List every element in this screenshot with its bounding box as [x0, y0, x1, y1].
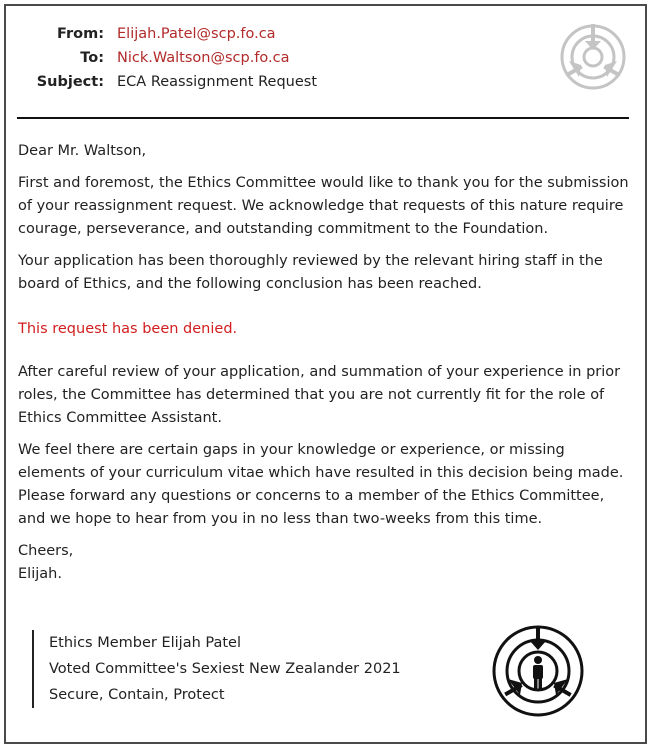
header-divider: [17, 117, 629, 119]
from-address[interactable]: Elijah.Patel@scp.fo.ca: [117, 26, 276, 42]
scp-logo-icon: [557, 21, 629, 93]
sender-name: Elijah.: [18, 566, 62, 582]
greeting: Dear Mr. Waltson,: [18, 143, 147, 159]
denied-notice: This request has been denied.: [18, 321, 238, 337]
ethics-committee-logo-icon: [490, 623, 586, 719]
paragraph-3: After careful review of your application, and summation of your experience in prior roles, the Committee has determined that you are not currently fit for the role of Ethics Committee Assistant.: [18, 364, 621, 426]
email-body: [18, 140, 630, 586]
signature-block: [32, 630, 401, 708]
subject-row: [18, 74, 317, 98]
signature-line-3: Secure, Contain, Protect: [49, 687, 225, 703]
to-address[interactable]: Nick.Waltson@scp.fo.ca: [117, 50, 290, 66]
from-label: From:: [57, 26, 104, 42]
paragraph-1: First and foremost, the Ethics Committee would like to thank you for the submission of your reassignment request. We acknowledge that requests of this nature require courage, perseverance, and outstanding commitment to the Foundation.: [18, 175, 629, 237]
signature-line-2: Voted Committee's Sexiest New Zealander 2021: [49, 661, 401, 677]
paragraph-2: Your application has been thoroughly reviewed by the relevant hiring staff in the board of Ethics, and the following conclusion has been reached.: [18, 253, 603, 292]
paragraph-4: We feel there are certain gaps in your knowledge or experience, or missing elements of your curriculum vitae which have resulted in this decision being made. Please forward any questions or concerns to a member of the Ethics Committee, and we hope to hear from you in no less than two-weeks from this time.: [18, 442, 624, 527]
from-row: [18, 26, 317, 50]
subject-label: Subject:: [36, 74, 104, 90]
to-label: To:: [80, 50, 104, 66]
closing-text: Cheers,: [18, 543, 74, 559]
email-header: [18, 26, 317, 98]
to-row: [18, 50, 317, 74]
closing: [18, 540, 630, 586]
subject-value: ECA Reassignment Request: [117, 74, 318, 90]
signature-line-1: Ethics Member Elijah Patel: [49, 635, 241, 651]
